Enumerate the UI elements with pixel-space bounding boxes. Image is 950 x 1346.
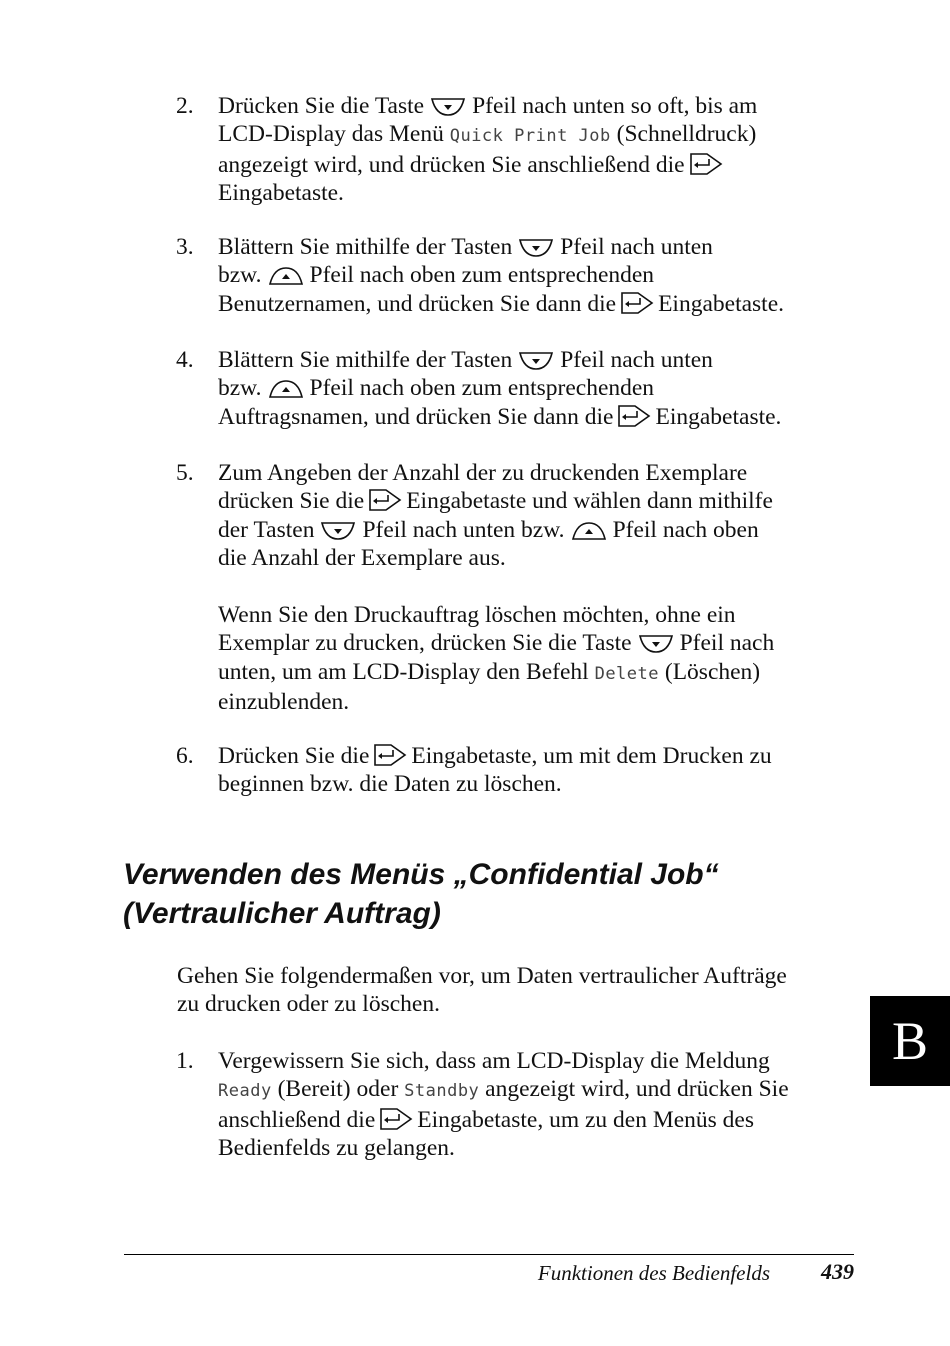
note-line: unten, um am LCD-Display den Befehl Delete (Löschen): [218, 658, 761, 685]
step-line: drücken Sie die Eingabetaste und wählen dann mithilfe: [218, 488, 773, 515]
step-line: angezeigt wird, und drücken Sie anschließend die: [218, 151, 866, 179]
step-line: bzw. Pfeil nach oben zum entsprechenden: [218, 262, 655, 289]
intro-paragraph: Gehen Sie folgendermaßen vor, um Daten vertraulicher Aufträge zu drucken oder zu löschen.: [177, 963, 787, 1018]
step-line: Benutzernamen, und drücken Sie dann die Eingabetaste.: [218, 290, 785, 317]
step-line: der Tasten Pfeil nach unten bzw. Pfeil nach oben: [218, 516, 759, 543]
step-line: bzw. Pfeil nach oben zum entsprechenden: [218, 375, 655, 402]
step-line: LCD-Display das Menü Quick Print Job (Schnelldruck): [218, 121, 757, 148]
note-line: Exemplar zu drucken, drücken Sie die Taste Pfeil nach: [218, 630, 775, 657]
step-4: [176, 346, 866, 431]
arrow-down-key-icon: [320, 521, 356, 541]
step-1: [176, 1047, 866, 1162]
enter-key-icon: [379, 1107, 413, 1131]
page-number: 439: [821, 1259, 854, 1284]
lcd-command-text: Delete: [594, 663, 659, 684]
enter-key-icon: [620, 291, 654, 315]
step-number: 4.: [176, 347, 194, 373]
arrow-down-key-icon: [518, 351, 554, 371]
step-3: [176, 233, 866, 318]
appendix-tab: B: [870, 996, 950, 1086]
enter-key-icon: [373, 743, 407, 767]
step-number: 2.: [176, 93, 194, 119]
step-2: [176, 92, 866, 207]
footer-title: Funktionen des Bedienfelds: [537, 1261, 770, 1285]
step-line: Drücken Sie die Eingabetaste, um mit dem Drucken zu: [218, 743, 772, 769]
step-line: Blättern Sie mithilfe der Tasten Pfeil nach unten: [218, 347, 713, 373]
step-line: Blättern Sie mithilfe der Tasten Pfeil nach unten: [218, 234, 713, 260]
enter-key-icon: [368, 488, 402, 512]
footer-rule: [124, 1254, 854, 1255]
lcd-message-standby: Standby: [404, 1081, 480, 1102]
step-line: Drücken Sie die Taste Pfeil nach unten so oft, bis am: [218, 93, 758, 119]
lcd-message-ready: Ready: [218, 1081, 272, 1102]
step-line: Auftragsnamen, und drücken Sie dann die Eingabetaste.: [218, 403, 782, 430]
step-number: 5.: [176, 460, 194, 486]
step-number: 6.: [176, 743, 194, 769]
enter-key-icon: [617, 404, 651, 428]
section-heading: Verwenden des Menüs „Confidential Job“ (Vertraulicher Auftrag): [123, 858, 719, 930]
step-line: Bedienfelds zu gelangen.: [218, 1134, 455, 1161]
step-line: Vergewissern Sie sich, dass am LCD-Display die Meldung: [218, 1048, 770, 1074]
note-line: einzublenden.: [218, 688, 350, 715]
step-line: Ready (Bereit) oder Standby angezeigt wird, und drücken Sie: [218, 1076, 789, 1103]
step-number: 1.: [176, 1048, 194, 1074]
step-number: 3.: [176, 234, 194, 260]
arrow-down-key-icon: [430, 97, 466, 117]
note-paragraph: [218, 601, 868, 716]
arrow-down-key-icon: [638, 634, 674, 654]
step-6: [176, 742, 866, 799]
arrow-up-key-icon: [268, 266, 304, 286]
lcd-menu-text: Quick Print Job: [449, 126, 611, 147]
arrow-down-key-icon: [518, 238, 554, 258]
note-line: Wenn Sie den Druckauftrag löschen möchten, ohne ein: [218, 602, 736, 628]
arrow-up-key-icon: [268, 379, 304, 399]
arrow-up-key-icon: [571, 521, 607, 541]
step-5: [176, 459, 866, 572]
step-line: Zum Angeben der Anzahl der zu druckenden Exemplare: [218, 460, 748, 486]
step-line: Eingabetaste.: [218, 179, 344, 206]
step-line: die Anzahl der Exemplare aus.: [218, 544, 506, 571]
step-line: beginnen bzw. die Daten zu löschen.: [218, 771, 562, 798]
step-line: anschließend die Eingabetaste, um zu den Menüs des: [218, 1106, 755, 1133]
enter-key-icon: [689, 152, 723, 176]
